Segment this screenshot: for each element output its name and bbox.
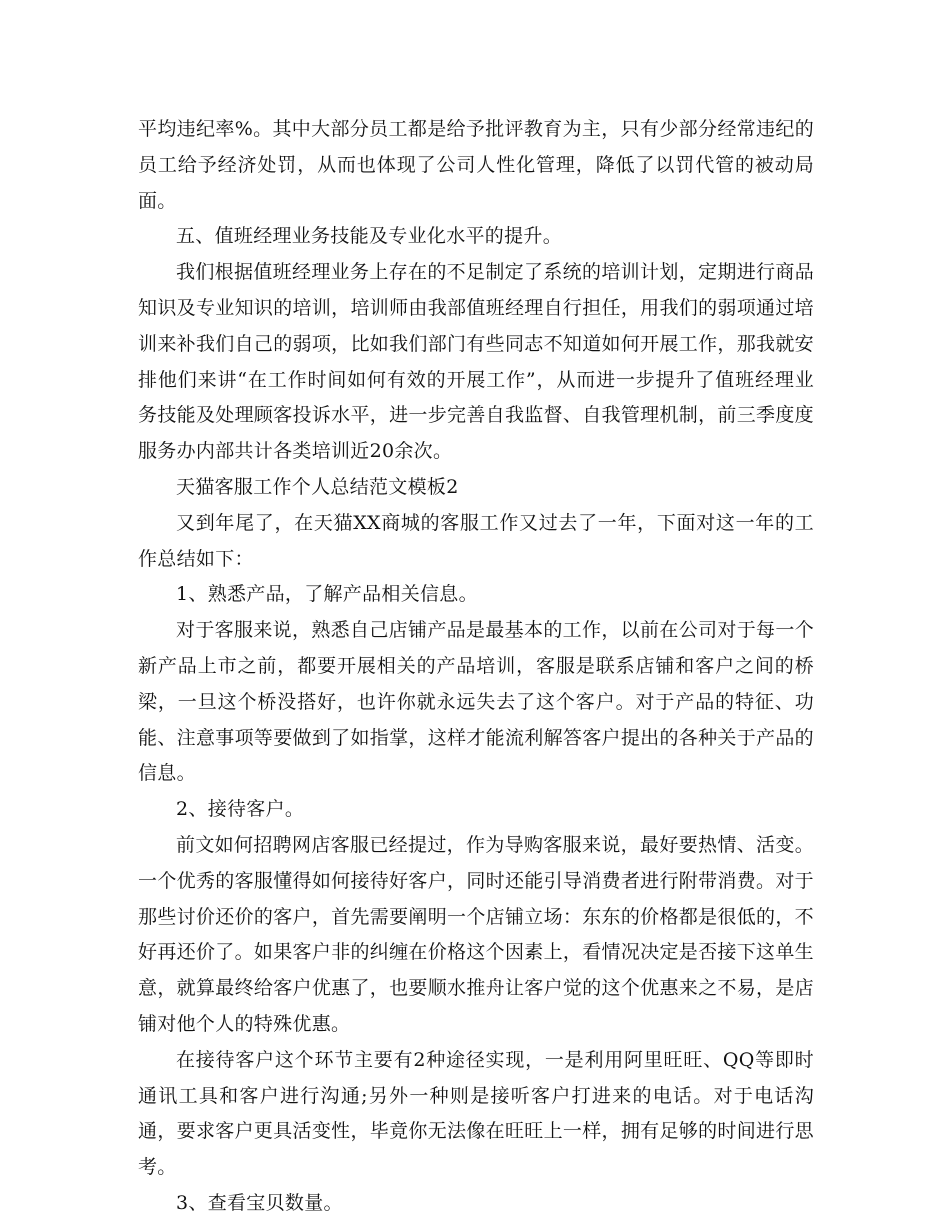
- paragraph-reception: 前文如何招聘网店客服已经提过，作为导购客服来说，最好要热情、活变。一个优秀的客服懂得如何接待好客户，同时还能引导消费者进行附带消费。对于那些讨价还价的客户，首先需要阐明一个店铺立场：东东的价格都是很低的，不好再还价了。如果客户非的纠缠在价格这个因素上，看情况决定是否接下这单生意，就算最终给客户优惠了，也要顺水推舟让客户觉的这个优惠来之不易，是店铺对他个人的特殊优惠。: [138, 833, 814, 1035]
- paragraph-training: 我们根据值班经理业务上存在的不足制定了系统的培训计划，定期进行商品知识及专业知识的培训，培训师由我部值班经理自行担任，用我们的弱项通过培训来补我们自己的弱项，比如我们部门有些同志不知道如何开展工作，那我就安排他们来讲“在工作时间如何有效的开展工作”，从而进一步提升了值班经理业务技能及处理顾客投诉水平，进一步完善自我监督、自我管理机制，前三季度度服务办内部共计各类培训近20余次。: [138, 261, 814, 463]
- article-title-2: 天猫客服工作个人总结范文模板2: [176, 475, 459, 498]
- section-heading-1: 1、熟悉产品，了解产品相关信息。: [176, 583, 478, 606]
- document-body: [138, 112, 814, 1222]
- paragraph-continuation: 平均违纪率%。其中大部分员工都是给予批评教育为主，只有少部分经常违纪的员工给予经济处罚，从而也体现了公司人性化管理，降低了以罚代管的被动局面。: [138, 118, 814, 212]
- paragraph-intro: 又到年尾了，在天猫XX商城的客服工作又过去了一年，下面对这一年的工作总结如下：: [138, 511, 814, 570]
- section-heading-5: 五、值班经理业务技能及专业化水平的提升。: [176, 225, 563, 248]
- paragraph-product: 对于客服来说，熟悉自己店铺产品是最基本的工作，以前在公司对于每一个新产品上市之前，都要开展相关的产品培训，客服是联系店铺和客户之间的桥梁，一旦这个桥没搭好，也许你就永远失去了这个客户。对于产品的特征、功能、注意事项等要做到了如指掌，这样才能流利解答客户提出的各种关于产品的信息。: [138, 619, 814, 785]
- paragraph-channels: 在接待客户这个环节主要有2种途径实现，一是利用阿里旺旺、QQ等即时通讯工具和客户进行沟通;另外一种则是接听客户打进来的电话。对于电话沟通，要求客户更具活变性，毕竟你无法像在旺旺上一样，拥有足够的时间进行思考。: [138, 1048, 814, 1179]
- section-heading-2: 2、接待客户。: [176, 798, 305, 821]
- section-heading-3: 3、查看宝贝数量。: [176, 1191, 343, 1214]
